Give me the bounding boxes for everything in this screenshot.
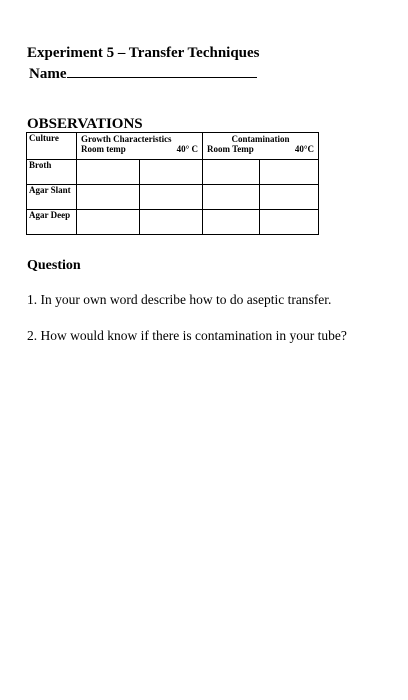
header-contamination: [203, 133, 319, 160]
table-cell: [77, 210, 140, 235]
row-label-agar-slant: Agar Slant: [27, 185, 77, 210]
table-cell: [140, 160, 203, 185]
observations-heading: OBSERVATIONS: [27, 116, 143, 132]
header-growth-room-temp: Room temp: [81, 144, 126, 154]
header-contamination-40c: 40°C: [294, 144, 314, 154]
header-growth-label: Growth Characteristics: [81, 134, 172, 144]
table-cell: [203, 210, 260, 235]
name-blank: [67, 63, 257, 78]
row-label-agar-deep: Agar Deep: [27, 210, 77, 235]
name-label: Name: [29, 66, 67, 82]
table-cell: [260, 160, 319, 185]
observations-table: [26, 132, 319, 235]
table-cell: [77, 185, 140, 210]
table-cell: [203, 185, 260, 210]
table-cell: [140, 210, 203, 235]
table-cell: [260, 210, 319, 235]
question-item-1: 1. In your own word describe how to do aseptic transfer.: [27, 292, 332, 307]
header-contamination-label: Contamination: [231, 134, 290, 144]
header-contamination-room-temp: Room Temp: [207, 144, 254, 154]
table-cell: [77, 160, 140, 185]
header-culture: Culture: [27, 133, 77, 160]
table-cell: [140, 185, 203, 210]
header-growth: [77, 133, 203, 160]
document-title: Experiment 5 – Transfer Techniques: [27, 45, 260, 61]
table-cell: [260, 185, 319, 210]
question-heading: Question: [27, 258, 81, 273]
table-row: [27, 210, 319, 235]
table-row: [27, 185, 319, 210]
row-label-broth: Broth: [27, 160, 77, 185]
table-cell: [203, 160, 260, 185]
table-row: [27, 160, 319, 185]
question-item-2: 2. How would know if there is contamination in your tube?: [27, 328, 347, 343]
header-growth-40c: 40° C: [176, 144, 198, 154]
name-field-line: [29, 63, 257, 83]
table-header-row: [27, 133, 319, 160]
